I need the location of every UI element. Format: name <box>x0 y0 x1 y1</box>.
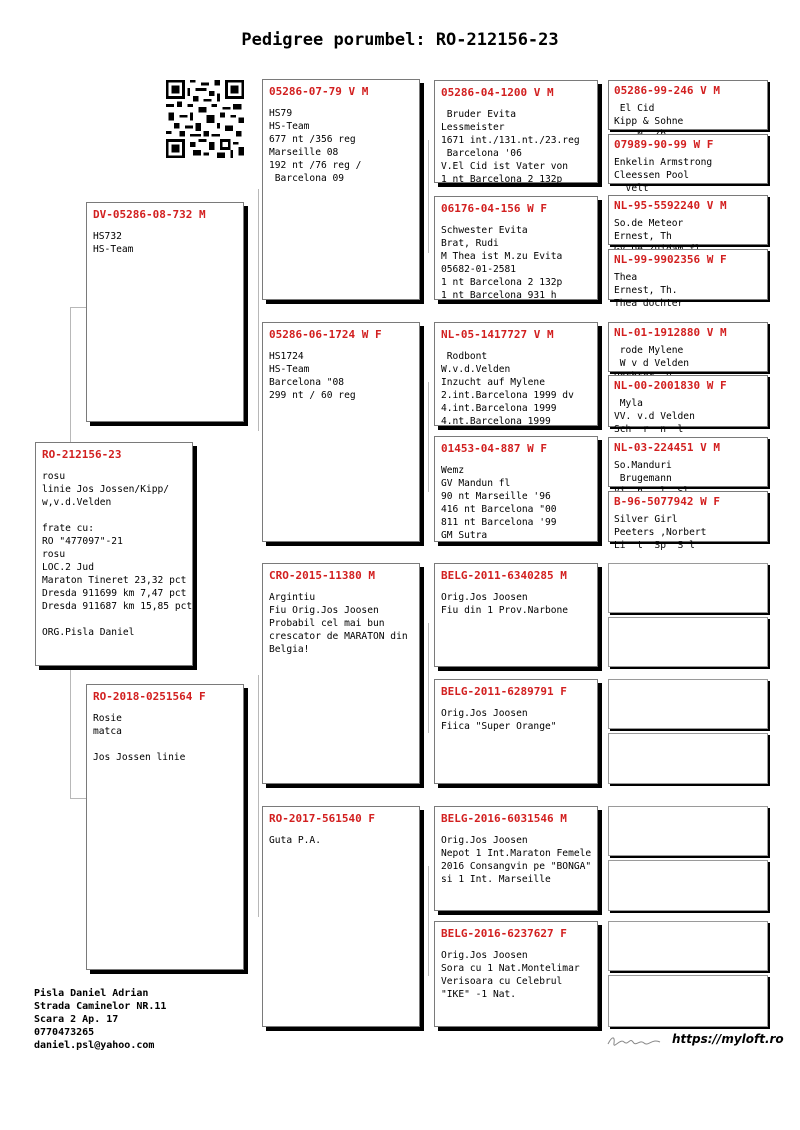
pedigree-card-g5 <box>608 437 768 487</box>
note-line: Thea <box>614 272 638 283</box>
ring-number: NL-99-9902356 W F <box>614 253 727 266</box>
note-line: HS732 <box>93 231 122 242</box>
note-line: Ernest, Th. <box>614 285 678 296</box>
empty-pedigree-slot <box>608 806 768 856</box>
card-notes <box>42 470 193 639</box>
note-line: Verisoara cu Celebrul <box>441 976 563 987</box>
website-link[interactable]: https://myloft.ro <box>672 1032 784 1046</box>
note-line: GV Mandun fl <box>441 478 511 489</box>
qr-code-icon <box>166 80 244 158</box>
card-notes <box>441 949 592 1001</box>
ring-number: BELG-2011-6289791 F <box>441 685 567 698</box>
ring-number: BELG-2016-6237627 F <box>441 927 567 940</box>
ring-number: NL-05-1417727 V M <box>441 328 554 341</box>
pedigree-card-g4 <box>434 196 598 300</box>
note-line: Dresda 911687 km 15,85 pct <box>42 601 193 612</box>
note-line: Nepot 1 Int.Maraton Femele <box>441 848 592 859</box>
pedigree-card-g5 <box>608 249 768 309</box>
note-line: V.El Cid ist Vater von <box>441 161 569 172</box>
note-line: matca <box>93 726 122 737</box>
owner-phone: 0770473265 <box>34 1027 95 1038</box>
note-line: 1 nt Barcelona 2 132p <box>441 277 563 288</box>
pedigree-card-g5 <box>608 375 768 435</box>
note-line <box>93 738 238 751</box>
note-line: Silver Girl <box>614 514 678 525</box>
note-line: Rosie <box>93 713 122 724</box>
pedigree-card-sire <box>86 202 244 422</box>
note-line: HS1724 <box>269 351 304 362</box>
connector-line <box>70 307 87 308</box>
note-line: 05682-01-2581 <box>441 264 517 275</box>
note-line: So.Manduri <box>614 460 672 471</box>
card-notes <box>441 464 592 542</box>
note-line: Barcelona 09 <box>269 173 345 184</box>
note-line: si 1 Int. Marseille <box>441 874 551 885</box>
note-line: El Cid <box>614 103 655 114</box>
note-line: Orig.Jos Joosen <box>441 950 528 961</box>
note-line: 1 nt Barcelona 931 h <box>441 290 557 301</box>
ring-number: 06176-04-156 W F <box>441 202 547 215</box>
ring-number: 05286-04-1200 V M <box>441 86 554 99</box>
card-notes <box>614 513 763 552</box>
card-notes <box>441 834 592 886</box>
pedigree-card-g4 <box>434 322 598 426</box>
note-line: Brat, Rudi <box>441 238 499 249</box>
card-notes <box>441 591 592 617</box>
ring-number: 05286-06-1724 W F <box>269 328 382 341</box>
note-line: Fiu Orig.Jos Joosen <box>269 605 379 616</box>
note-line: HS-Team <box>93 244 134 255</box>
empty-pedigree-slot <box>608 563 768 613</box>
note-line: 192 nt /76 reg / <box>269 160 362 171</box>
connector-line <box>428 866 429 976</box>
pedigree-card-g5 <box>608 195 768 245</box>
note-line <box>42 509 187 522</box>
pedigree-card-dam-dam <box>262 806 420 1027</box>
ring-number: NL-03-224451 V M <box>614 441 720 454</box>
note-line: Sch r n l <box>614 424 684 435</box>
note-line: Barcelona "08 <box>269 377 345 388</box>
connector-line <box>428 382 429 492</box>
owner-name: Pisla Daniel Adrian <box>34 988 149 999</box>
pedigree-card-dam-sire <box>262 563 420 784</box>
pedigree-card-main <box>35 442 193 666</box>
note-line: M Thea ist M.zu Evita <box>441 251 563 262</box>
note-line: rosu <box>42 471 66 482</box>
connector-line <box>428 140 429 253</box>
pedigree-card-g4 <box>434 921 598 1027</box>
card-notes <box>614 397 763 436</box>
ring-number: BELG-2016-6031546 M <box>441 812 567 825</box>
note-line: frate cu: <box>42 523 94 534</box>
note-line: 1671 int./131.nt./23.reg <box>441 135 580 146</box>
pedigree-card-g4 <box>434 679 598 784</box>
ring-number: B-96-5077942 W F <box>614 495 720 508</box>
note-line: Wemz <box>441 465 465 476</box>
note-line: Barcelona '06 <box>441 148 522 159</box>
note-line: Ernest, Th <box>614 231 672 242</box>
note-line: Peeters ,Norbert <box>614 527 707 538</box>
note-line: 2.int.Barcelona 1999 dv <box>441 390 574 401</box>
pedigree-card-dam <box>86 684 244 970</box>
note-line: ORG.Pisla Daniel <box>42 627 135 638</box>
ring-number: RO-2018-0251564 F <box>93 690 206 703</box>
note-line: 299 nt / 60 reg <box>269 390 356 401</box>
note-line: 2016 Consangvin pe "BONGA" <box>441 861 592 872</box>
ring-number: BELG-2011-6340285 M <box>441 569 567 582</box>
ring-number: 07989-90-99 W F <box>614 138 714 151</box>
note-line: Fiica "Super Orange" <box>441 721 557 732</box>
note-line: Rodbont <box>441 351 488 362</box>
ring-number: NL-95-5592240 V M <box>614 199 727 212</box>
empty-pedigree-slot <box>608 679 768 729</box>
note-line: 4.int.Barcelona 1999 <box>441 403 557 414</box>
signature-logo-icon <box>606 1034 662 1048</box>
note-line: 677 nt /356 reg <box>269 134 356 145</box>
owner-street: Strada Caminelor NR.11 <box>34 1001 167 1012</box>
note-line: W.v.d.Velden <box>441 364 511 375</box>
card-notes <box>441 108 592 186</box>
card-notes <box>269 350 414 402</box>
note-line: Enkelin Armstrong <box>614 157 713 168</box>
note-line: 811 nt Barcelona '99 <box>441 517 557 528</box>
owner-email: daniel.psl@yahoo.com <box>34 1040 155 1051</box>
note-line: Fiu din 1 Prov.Narbone <box>441 605 569 616</box>
note-line: Guta P.A. <box>269 835 321 846</box>
note-line: Sora cu 1 Nat.Montelimar <box>441 963 580 974</box>
note-line: W v d Velden <box>614 358 690 369</box>
note-line: Velt <box>614 183 649 194</box>
note-line: 90 nt Marseille '96 <box>441 491 551 502</box>
card-notes <box>269 591 414 656</box>
card-notes <box>93 230 238 256</box>
note-line: 4.nt.Barcelona 1999 <box>441 416 551 427</box>
note-line: Lessmeister <box>441 122 505 133</box>
note-line: VV. v.d Velden <box>614 411 695 422</box>
pedigree-card-g5 <box>608 134 768 194</box>
ring-number: 05286-99-246 V M <box>614 84 720 97</box>
card-notes <box>441 224 592 302</box>
note-line: Myla <box>614 398 643 409</box>
empty-pedigree-slot <box>608 617 768 667</box>
card-notes <box>269 107 414 185</box>
empty-pedigree-slot <box>608 860 768 911</box>
note-line: Belgia! <box>269 644 310 655</box>
card-notes <box>614 156 763 195</box>
pedigree-card-g5 <box>608 322 768 372</box>
note-line: HS-Team <box>269 364 310 375</box>
ring-number: CRO-2015-11380 M <box>269 569 375 582</box>
ring-number: NL-01-1912880 V M <box>614 326 727 339</box>
connector-line <box>70 798 87 799</box>
note-line: Maraton Tineret 23,32 pct <box>42 575 187 586</box>
note-line: linie Jos Jossen/Kipp/ <box>42 484 170 495</box>
note-line: Orig.Jos Joosen <box>441 708 528 719</box>
ring-number: DV-05286-08-732 M <box>93 208 206 221</box>
owner-apartment: Scara 2 Ap. 17 <box>34 1014 119 1025</box>
connector-line <box>258 675 259 917</box>
pedigree-card-g4 <box>434 436 598 542</box>
note-line: So.de Meteor <box>614 218 684 229</box>
pedigree-card-g5 <box>608 80 768 130</box>
card-notes <box>441 350 592 428</box>
note-line: HS-Team <box>269 121 310 132</box>
note-line: Brugemann <box>614 473 672 484</box>
ring-number: 01453-04-887 W F <box>441 442 547 455</box>
note-line: Cleessen Pool <box>614 170 690 181</box>
note-line: Jos Jossen linie <box>93 752 186 763</box>
connector-line <box>428 623 429 733</box>
pedigree-card-g4 <box>434 80 598 183</box>
note-line: Marseille 08 <box>269 147 339 158</box>
note-line: 1 nt Barcelona 2 132p <box>441 174 563 185</box>
empty-pedigree-slot <box>608 975 768 1027</box>
note-line: 416 nt Barcelona "00 <box>441 504 557 515</box>
ring-number: NL-00-2001830 W F <box>614 379 727 392</box>
note-line: Probabil cel mai bun <box>269 618 385 629</box>
page-title: Pedigree porumbel: RO-212156-23 <box>241 30 559 50</box>
pedigree-card-g5 <box>608 491 768 551</box>
card-notes <box>93 712 238 764</box>
owner-contact-block <box>34 987 166 1052</box>
note-line: HS79 <box>269 108 293 119</box>
note-line: GM Sutra <box>441 530 488 541</box>
note-line: "IKE" -1 Nat. <box>441 989 517 1000</box>
note-line: Argintiu <box>269 592 316 603</box>
note-line: Bruder Evita <box>441 109 517 120</box>
pedigree-card-sire-sire <box>262 79 420 300</box>
pedigree-card-g4 <box>434 806 598 911</box>
empty-pedigree-slot <box>608 921 768 971</box>
connector-line <box>258 189 259 431</box>
note-line: Dresda 911699 km 7,47 pct <box>42 588 187 599</box>
card-notes <box>614 271 763 310</box>
pedigree-card-sire-dam <box>262 322 420 542</box>
card-notes <box>269 834 414 847</box>
ring-number: RO-2017-561540 F <box>269 812 375 825</box>
note-line: Kipp & Sohne <box>614 116 684 127</box>
pedigree-card-g4 <box>434 563 598 667</box>
note-line: Orig.Jos Joosen <box>441 592 528 603</box>
note-line: rode Mylene <box>614 345 684 356</box>
note-line: Inzucht auf Mylene <box>441 377 545 388</box>
note-line: Orig.Jos Joosen <box>441 835 528 846</box>
note-line: rosu <box>42 549 66 560</box>
note-line: LOC.2 Jud <box>42 562 94 573</box>
note-line: crescator de MARATON din <box>269 631 408 642</box>
note-line: Schwester Evita <box>441 225 528 236</box>
note-line <box>42 613 187 626</box>
note-line: Li t Sp S l <box>614 540 695 551</box>
card-notes <box>441 707 592 733</box>
note-line: RO "477097"-21 <box>42 536 123 547</box>
ring-number: 05286-07-79 V M <box>269 85 369 98</box>
empty-pedigree-slot <box>608 733 768 784</box>
ring-number: RO-212156-23 <box>42 448 122 461</box>
note-line: w,v.d.Velden <box>42 497 112 508</box>
note-line: Thea dochter <box>614 298 684 309</box>
